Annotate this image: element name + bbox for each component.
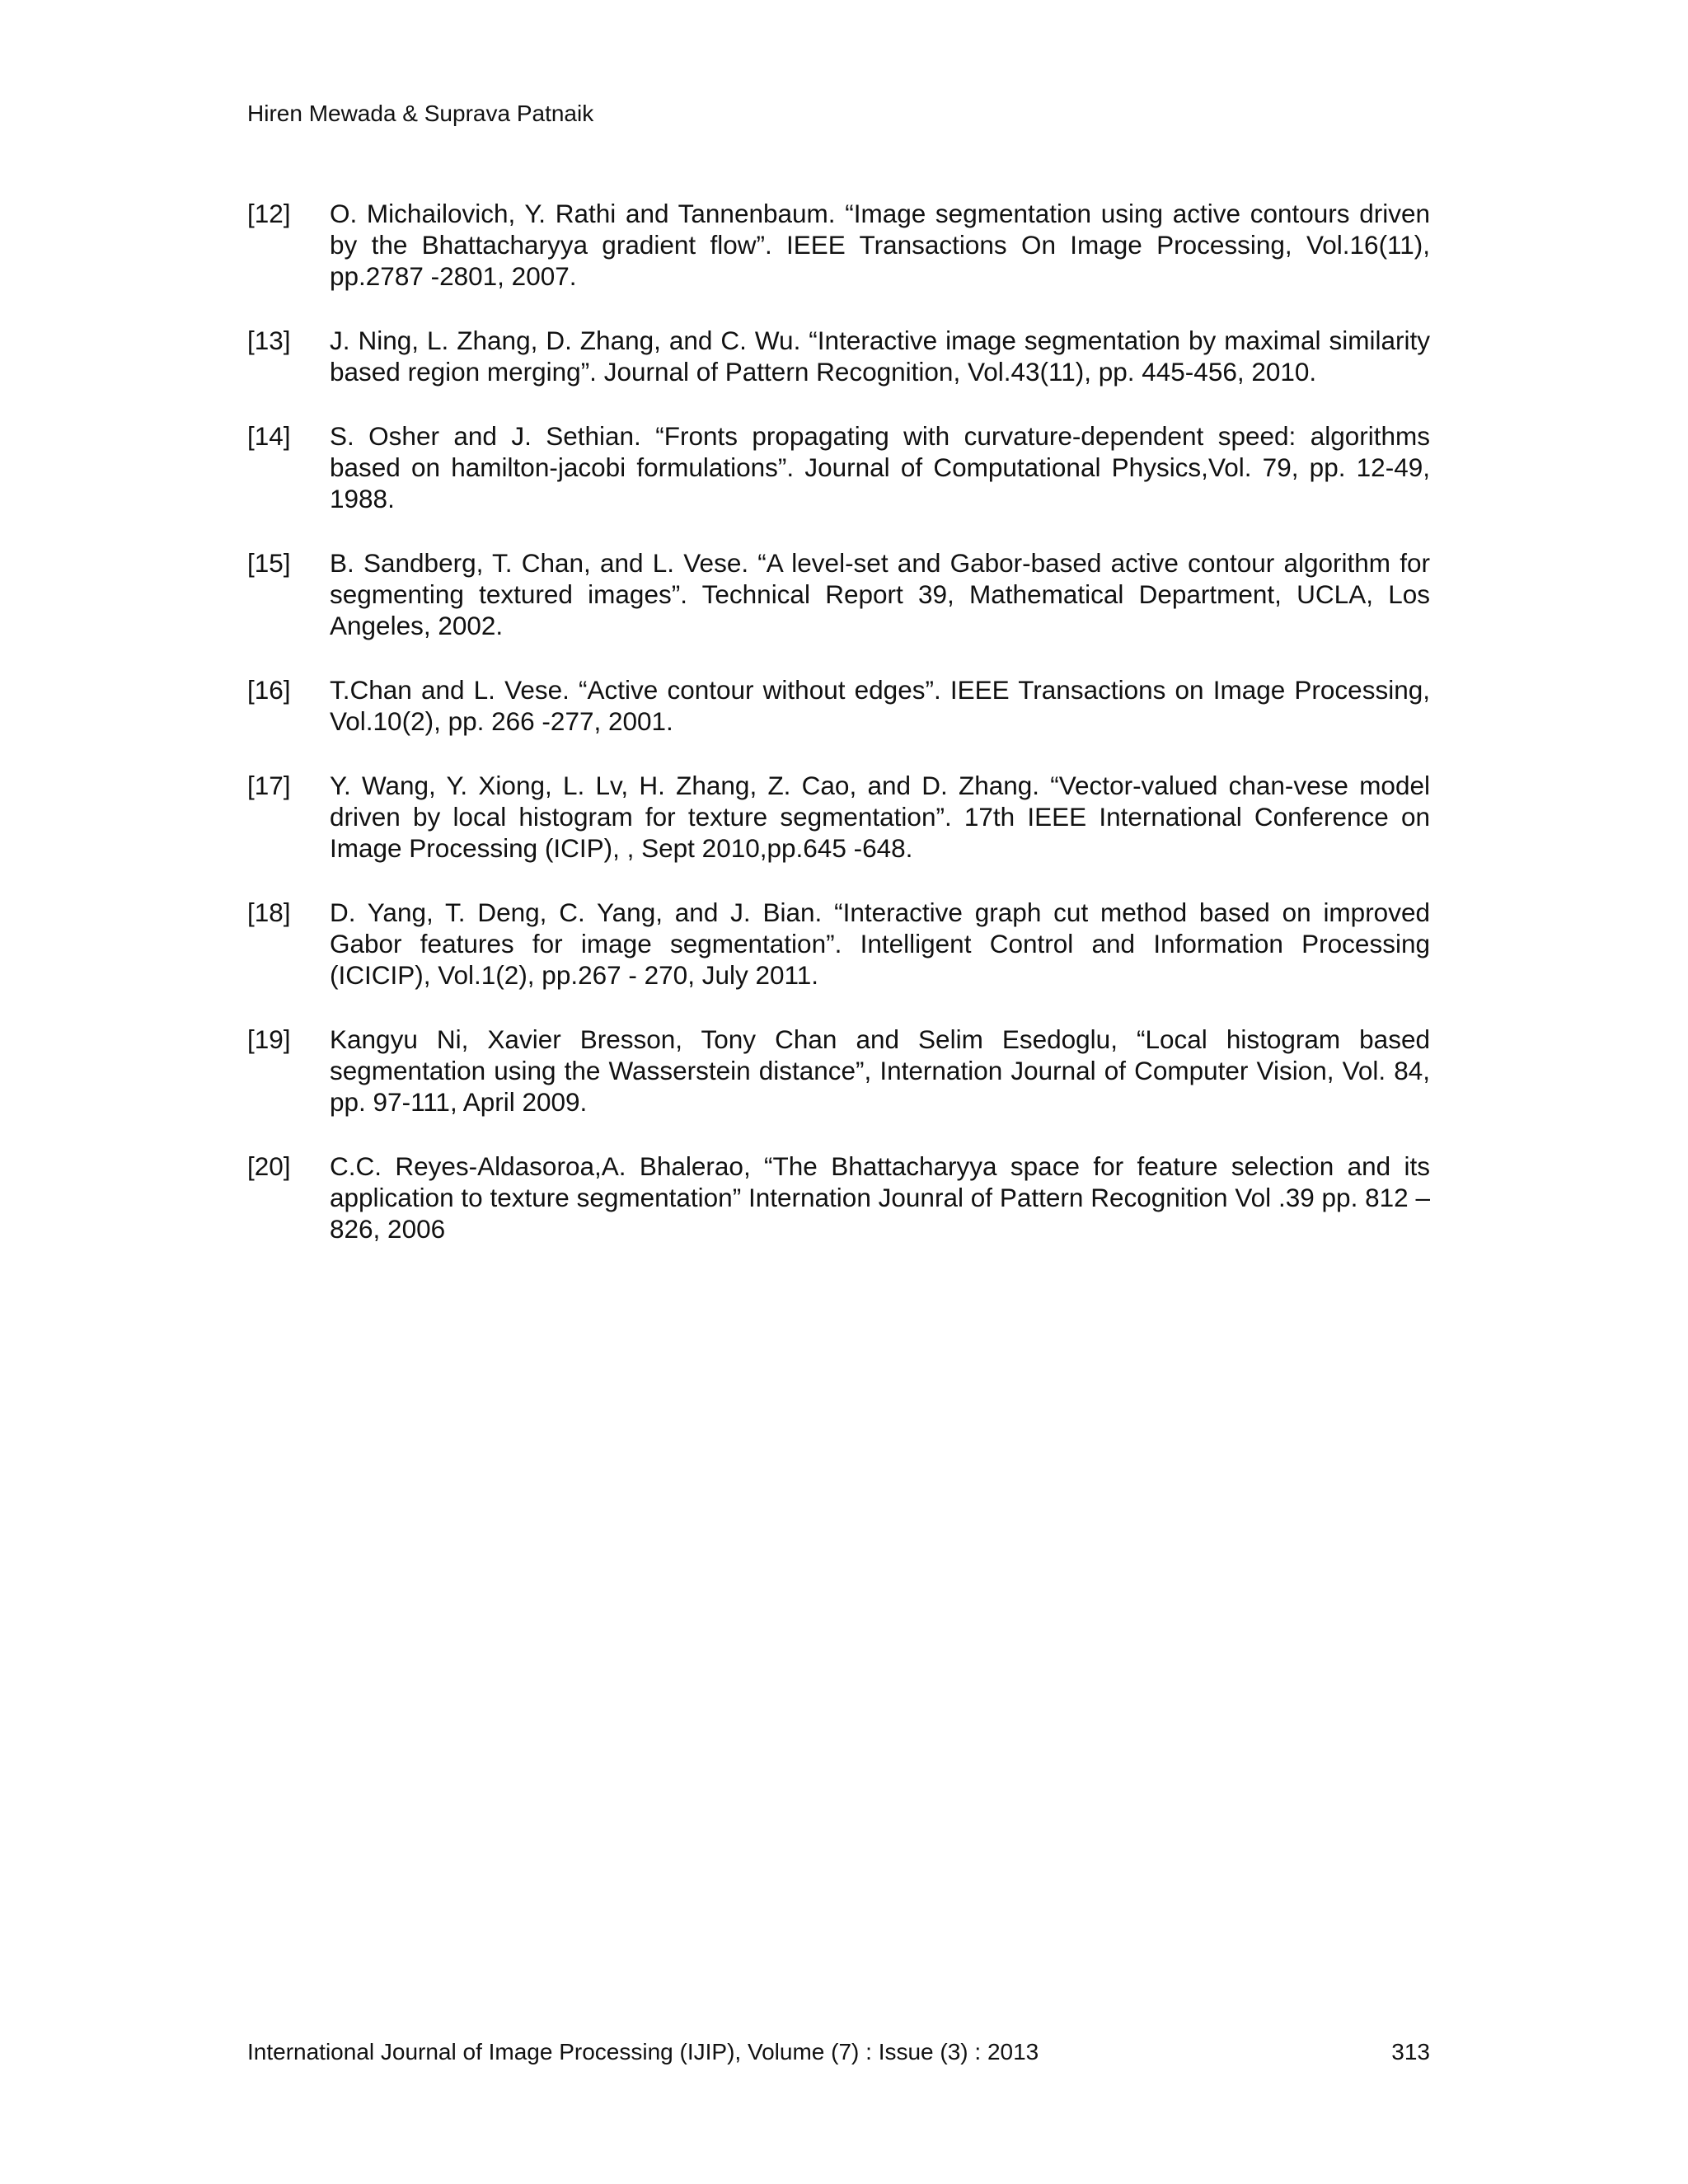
reference-number: [14] [247,421,291,451]
reference-text: C.C. Reyes-Aldasoroa,A. Bhalerao, “The Bhattacharyya space for feature selection and its application to texture segmentation” Internation Jounral of Pattern Recognition Vol .39 pp. 812 – 826, 2006 [330,1151,1430,1244]
reference-number: [17] [247,771,291,800]
reference-number: [13] [247,326,291,355]
reference-number: [12] [247,199,291,228]
reference-number: [16] [247,675,291,705]
reference-item-14 [247,420,1430,514]
running-header: Hiren Mewada & Suprava Patnaik [247,101,594,126]
reference-text: B. Sandberg, T. Chan, and L. Vese. “A level-set and Gabor-based active contour algorithm for segmenting textured images”. Technical Report 39, Mathematical Department, UCLA, Los Angeles, 2002. [330,548,1430,640]
reference-item-17 [247,770,1430,864]
page-number: 313 [1391,2039,1430,2064]
reference-item-16 [247,674,1430,737]
reference-text: Y. Wang, Y. Xiong, L. Lv, H. Zhang, Z. Cao, and D. Zhang. “Vector-valued chan-vese model driven by local histogram for texture segmentation”. 17th IEEE International Conference on Image Processing (ICIP), , Sept 2010,pp.645 -648. [330,771,1430,863]
reference-text: O. Michailovich, Y. Rathi and Tannenbaum. “Image segmentation using active contours driven by the Bhattacharyya gradient flow”. IEEE Transactions On Image Processing, Vol.16(11), pp.2787 -2801, 2007. [330,199,1430,291]
reference-text: D. Yang, T. Deng, C. Yang, and J. Bian. “Interactive graph cut method based on improved Gabor features for image segmentation”. Intelligent Control and Information Processing (ICICIP), Vol.1(2), pp.267 - 270, July 2011. [330,898,1430,990]
reference-text: T.Chan and L. Vese. “Active contour without edges”. IEEE Transactions on Image Processing, Vol.10(2), pp. 266 -277, 2001. [330,675,1430,736]
reference-item-19 [247,1024,1430,1118]
reference-item-18 [247,897,1430,991]
reference-number: [20] [247,1151,291,1181]
reference-item-15 [247,547,1430,641]
reference-number: [19] [247,1024,291,1054]
reference-item-13 [247,325,1430,387]
reference-text: J. Ning, L. Zhang, D. Zhang, and C. Wu. “Interactive image segmentation by maximal similarity based region merging”. Journal of Pattern Recognition, Vol.43(11), pp. 445-456, 2010. [330,326,1430,387]
page-footer [247,2036,1430,2069]
reference-number: [18] [247,898,291,927]
reference-text: Kangyu Ni, Xavier Bresson, Tony Chan and Selim Esedoglu, “Local histogram based segmentation using the Wasserstein distance”, Internation Journal of Computer Vision, Vol. 84, pp. 97-111, April 2009. [330,1024,1430,1117]
footer-journal-citation: International Journal of Image Processing (IJIP), Volume (7) : Issue (3) : 2013 [247,2039,1039,2064]
reference-text: S. Osher and J. Sethian. “Fronts propagating with curvature-dependent speed: algorithms based on hamilton-jacobi formulations”. Journal of Computational Physics,Vol. 79, pp. 12-49, 1988. [330,421,1430,513]
reference-item-20 [247,1151,1430,1244]
reference-number: [15] [247,548,291,578]
reference-list [247,198,1430,1277]
reference-item-12 [247,198,1430,292]
